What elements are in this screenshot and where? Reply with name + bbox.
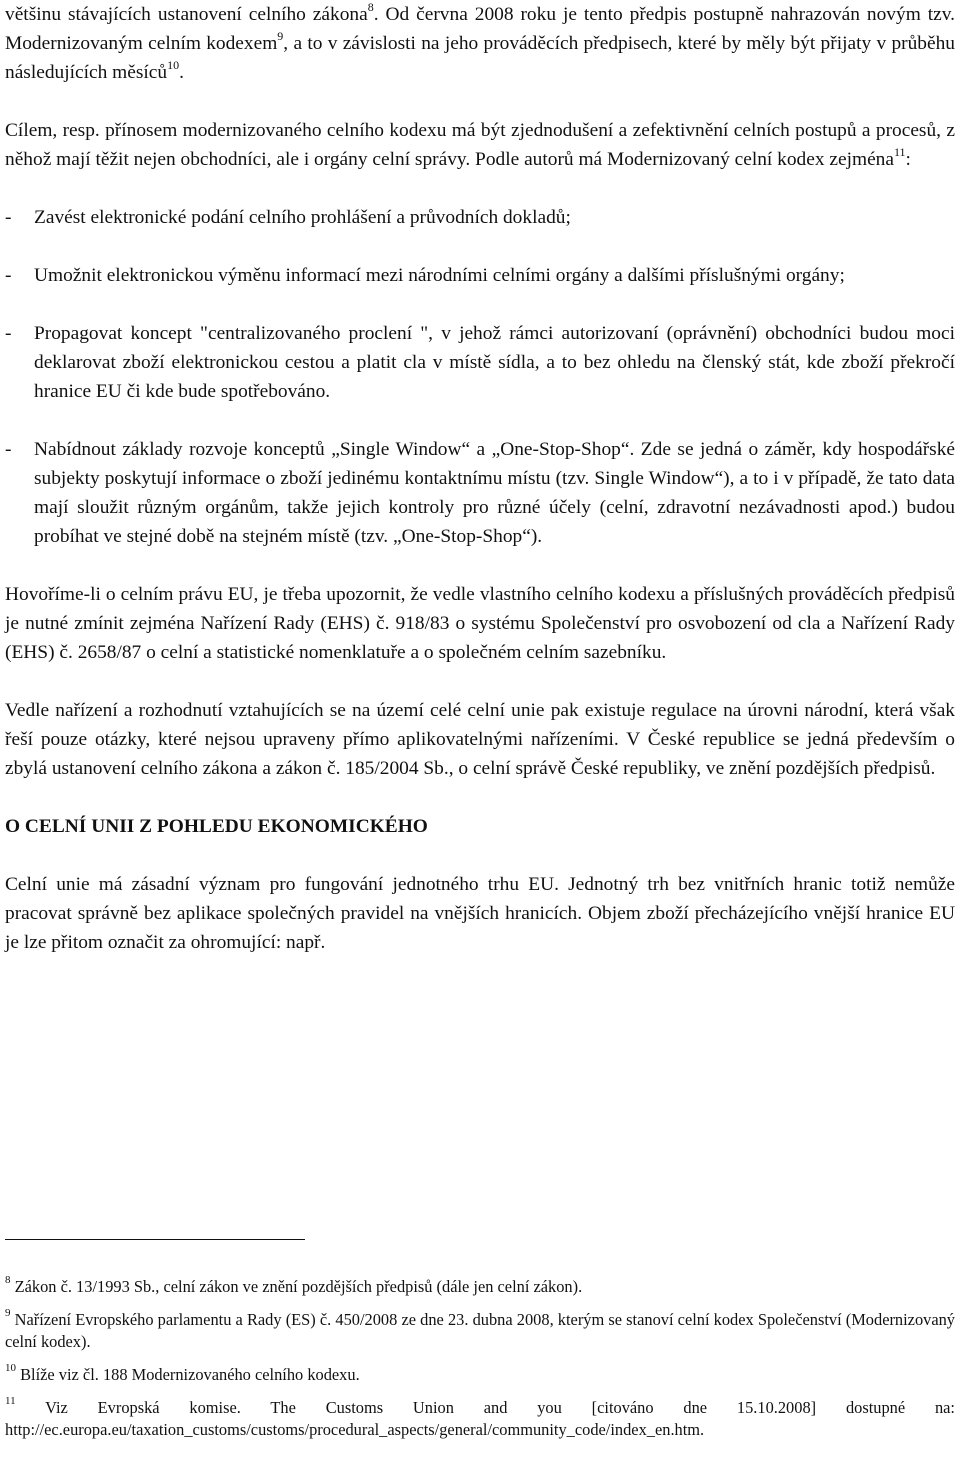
list-item-text: Umožnit elektronickou výměnu informací mezi národními celními orgány a dalšími příslušnými orgány; <box>34 265 845 286</box>
footnote-10: $^{10}$ Blíže viz čl. 188 Modernizovaného celního kodexu. <box>5 1361 360 1384</box>
list-item <box>5 203 955 232</box>
bullet-dash: - <box>5 265 12 286</box>
footnote-ref-10[interactable]: 10 <box>167 57 180 72</box>
bullet-dash: - <box>5 439 12 460</box>
footnote-ref-11[interactable]: 11 <box>893 144 906 159</box>
intro-paragraph: většinu stávajících ustanovení celního zákona$^8$. Od června 2008 roku je tento předpis postupně nahrazován novým tzv. Modernizovaným celním kodexem$^9$, a to v závislosti na jeho prováděcích předpisech, které by měly být přijaty v průběhu následujících měsíců$^{10}$. <box>5 0 955 83</box>
list-item-text: Propagovat koncept "centralizovaného proclení ", v jehož rámci autorizovaní (oprávnění) obchodníci budou moci deklarovat zboží elektronickou cestou a platit cla v místě sídla, a to bez ohledu na členský stát, kde zboží překročí hranice EU či kde bude spotřebováno. <box>34 323 955 402</box>
footnote-9: $^9$ Nařízení Evropského parlamentu a Rady (ES) č. 450/2008 ze dne 23. dubna 2008, kterým se stanoví celní kodex Společenství (Modernizovaný celní kodex). <box>5 1306 956 1351</box>
footnote-11: $^{11}$ Viz Evropská komise. The Customs Union and you [citováno dne 15.10.2008] dostupné na: <box>5 1394 955 1417</box>
economic-paragraph: Celní unie má zásadní význam pro fungování jednotného trhu EU. Jednotný trh bez vnitřních hranic totiž nemůže pracovat správně bez aplikace společných pravidel na vnějších hranicích. Objem zboží přecházejícího vnější hranice EU je lze přitom označit za ohromující: např. <box>5 874 955 953</box>
list-item <box>5 261 955 290</box>
national-law-paragraph: Vedle nařízení a rozhodnutí vztahujících se na území celé celní unie pak existuje regulace na úrovni národní, která však řeší pouze otázky, které nejsou upraveny přímo aplikovatelnými nařízeními. V České republice se jedná především o zbylá ustanovení celního zákona a zákon č. 185/2004 Sb., o celní správě České republiky, ve znění pozdějších předpisů. <box>5 700 955 779</box>
eu-law-paragraph: Hovoříme-li o celním právu EU, je třeba upozornit, že vedle vlastního celního kodexu a příslušných prováděcích předpisů je nutné zmínit zejména Nařízení Rady (EHS) č. 918/83 o systému Společenství pro osvobození od cla a Nařízení Rady (EHS) č. 2658/87 o celní a statistické nomenklatuře a o společném celním sazebníku. <box>5 584 955 663</box>
document-page <box>5 0 955 957</box>
footnote-ref-8[interactable]: 8 <box>367 0 374 14</box>
footnote-ref-9[interactable]: 9 <box>277 28 284 43</box>
list-item <box>5 319 955 406</box>
list-item-text: Zavést elektronické podání celního prohlášení a průvodních dokladů; <box>34 207 571 228</box>
list-item <box>5 435 955 551</box>
goal-paragraph: Cílem, resp. přínosem modernizovaného celního kodexu má být zjednodušení a zefektivnění celních postupů a procesů, z něhož mají těžit nejen obchodníci, ale i orgány celní správy. Podle autorů má Modernizovaný celní kodex zejména$^{11}$: <box>5 120 955 170</box>
footnotes <box>5 1273 956 1441</box>
bullet-dash: - <box>5 207 12 228</box>
section-heading: O CELNÍ UNII Z POHLEDU EKONOMICKÉHO <box>5 816 428 837</box>
footnote-divider <box>5 1239 305 1240</box>
list-item-text: Nabídnout základy rozvoje konceptů „Single Window“ a „One-Stop-Shop“. Zde se jedná o záměr, kdy hospodářské subjekty poskytují informace o zboží jedinému kontaktnímu místu (tzv. Single Window“), a to i v případě, že tato data mají sloužit různým orgánům, takže jejich kontroly pro různé účely (celní, zdravotní nezávadnosti apod.) budou probíhat ve stejné době na stejném místě (tzv. „One-Stop-Shop“). <box>34 439 955 547</box>
bullet-dash: - <box>5 323 12 344</box>
footnote-11-url[interactable]: http://ec.europa.eu/taxation_customs/customs/procedural_aspects/general/community_code/index_en.htm. <box>5 1420 705 1439</box>
footnote-8: $^8$ Zákon č. 13/1993 Sb., celní zákon ve znění pozdějších předpisů (dále jen celní zákon). <box>5 1273 583 1296</box>
